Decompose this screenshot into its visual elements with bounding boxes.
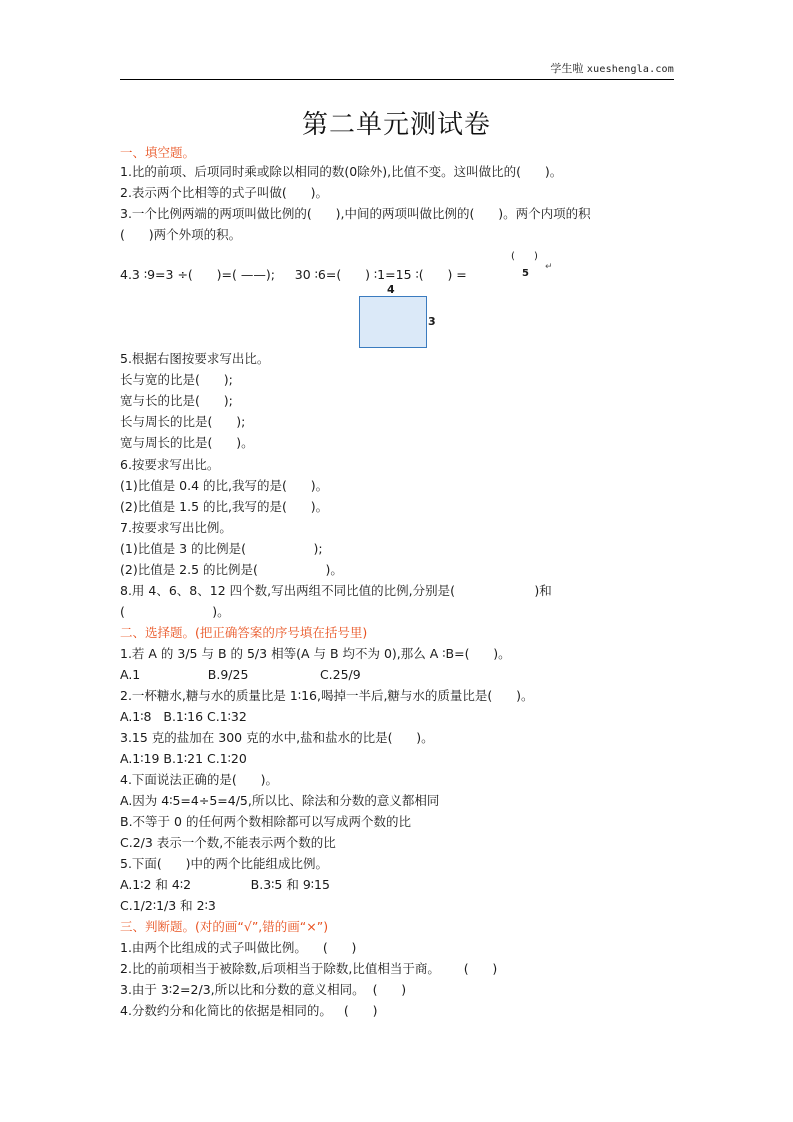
question-7: 7.按要求写出比例。 xyxy=(120,520,232,535)
return-mark: ↵ xyxy=(545,262,553,272)
header-divider xyxy=(120,79,674,80)
rectangle-width-label: 3 xyxy=(428,315,436,328)
question-5d: 宽与周长的比是( )。 xyxy=(120,435,254,450)
question-8-line-2: ( )。 xyxy=(120,604,230,619)
choice-question-4-option-b: B.不等于 0 的任何两个数相除都可以写成两个数的比 xyxy=(120,814,411,829)
page-header xyxy=(120,60,674,78)
rectangle-length-label: 4 xyxy=(387,283,395,296)
header-brand xyxy=(550,60,674,76)
question-8-line-1: 8.用 4、6、8、12 四个数,写出两组不同比值的比例,分别是( )和 xyxy=(120,583,552,598)
question-2: 2.表示两个比相等的式子叫做( )。 xyxy=(120,185,329,200)
question-7b: (2)比值是 2.5 的比例是( )。 xyxy=(120,562,343,577)
section-fill-blank: 一、填空题。 xyxy=(120,145,196,160)
question-3-line-2: ( )两个外项的积。 xyxy=(120,227,242,242)
question-5c: 长与周长的比是( ); xyxy=(120,414,246,429)
judge-question-2: 2.比的前项相当于被除数,后项相当于除数,比值相当于商。 ( ) xyxy=(120,961,498,976)
choice-question-3-options: A.1∶19 B.1∶21 C.1∶20 xyxy=(120,751,247,766)
choice-question-4-option-a: A.因为 4∶5=4÷5=4/5,所以比、除法和分数的意义都相同 xyxy=(120,793,440,808)
question-5b: 宽与长的比是( ); xyxy=(120,393,233,408)
section-multiple-choice: 二、选择题。(把正确答案的序号填在括号里) xyxy=(120,625,368,640)
choice-question-2: 2.一杯糖水,糖与水的质量比是 1∶16,喝掉一半后,糖与水的质量比是( )。 xyxy=(120,688,534,703)
fraction-denominator: 5 xyxy=(522,268,529,279)
question-5: 5.根据右图按要求写出比。 xyxy=(120,351,270,366)
question-3-line-1: 3.一个比例两端的两项叫做比例的( ),中间的两项叫做比例的( )。两个内项的积 xyxy=(120,206,591,221)
rectangle-figure xyxy=(359,296,427,348)
judge-question-3: 3.由于 3∶2=2/3,所以比和分数的意义相同。 ( ) xyxy=(120,982,407,997)
choice-question-5-option-c: C.1/2∶1/3 和 2∶3 xyxy=(120,898,216,913)
choice-question-1: 1.若 A 的 3/5 与 B 的 5/3 相等(A 与 B 均不为 0),那么 A ∶B=( )。 xyxy=(120,646,511,661)
choice-question-2-options: A.1∶8 B.1∶16 C.1∶32 xyxy=(120,709,247,724)
choice-question-5: 5.下面( )中的两个比能组成比例。 xyxy=(120,856,329,871)
fraction-numerator: ( ) xyxy=(511,251,538,262)
choice-question-4-option-c: C.2/3 表示一个数,不能表示两个数的比 xyxy=(120,835,336,850)
judge-question-1: 1.由两个比组成的式子叫做比例。 ( ) xyxy=(120,940,357,955)
choice-question-3: 3.15 克的盐加在 300 克的水中,盐和盐水的比是( )。 xyxy=(120,730,434,745)
question-5a: 长与宽的比是( ); xyxy=(120,372,233,387)
question-6: 6.按要求写出比。 xyxy=(120,457,220,472)
judge-question-4: 4.分数约分和化简比的依据是相同的。 ( ) xyxy=(120,1003,378,1018)
header-site: xueshengla.com xyxy=(586,64,674,75)
question-4: 4.3 ∶9=3 ÷( )=( ——); 30 ∶6=( ) ∶1=15 ∶( ) = xyxy=(120,267,467,282)
section-true-false: 三、判断题。(对的画“√”,错的画“×”) xyxy=(120,919,329,934)
choice-question-1-options: A.1 B.9/25 C.25/9 xyxy=(120,667,361,682)
page-title: 第二单元测试卷 xyxy=(301,110,491,140)
header-brand-name: 学生啦 xyxy=(550,62,584,75)
question-6b: (2)比值是 1.5 的比,我写的是( )。 xyxy=(120,499,329,514)
question-6a: (1)比值是 0.4 的比,我写的是( )。 xyxy=(120,478,329,493)
choice-question-4: 4.下面说法正确的是( )。 xyxy=(120,772,279,787)
question-1: 1.比的前项、后项同时乘或除以相同的数(0除外),比值不变。这叫做比的( )。 xyxy=(120,164,563,179)
choice-question-5-options-ab: A.1∶2 和 4∶2 B.3∶5 和 9∶15 xyxy=(120,877,330,892)
question-7a: (1)比值是 3 的比例是( ); xyxy=(120,541,323,556)
